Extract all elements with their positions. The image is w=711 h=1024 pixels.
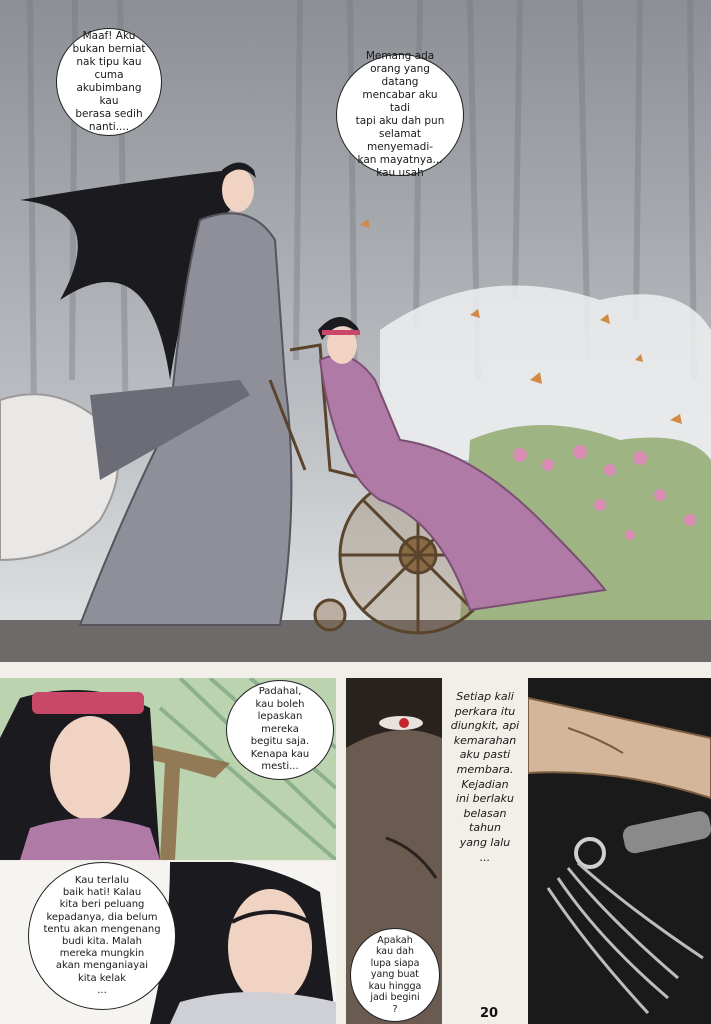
woman-face (50, 716, 130, 820)
whip-art (528, 678, 711, 1024)
speech-bubble-challenger: Memang orang yang datang mencabar aku tadi tapi aku dah pun selamat menyemadi- kan mayatnya... kau usah (336, 54, 464, 176)
panel-whip (528, 678, 711, 1024)
woman-headband (322, 330, 360, 335)
panel-man-closeup (0, 862, 336, 1024)
speech-bubble-apology: Maaf! Aku bukan berniat nak tipu kau cuma akubimbang kau berasa sedih nanti.... (56, 28, 162, 136)
man-face (228, 889, 312, 1005)
narration-caption: Setiap kali perkara itu diungkit, api kemarahan aku pasti membara. Kejadian ini berlaku belasan tahun yang lalu ... (450, 690, 520, 864)
panel-eye (346, 678, 442, 1024)
panel-woman-closeup (0, 678, 336, 860)
page-number: 20 (479, 1006, 499, 1021)
woman-headband-closeup (32, 692, 144, 714)
panel-gutter-divider (0, 662, 711, 678)
ground-path (0, 620, 711, 662)
wheel-small (315, 600, 345, 630)
speech-bubble-too-kind: Kau terlalu baik hati! Kalau kita beri peluang kepadanya, dia belum tentu akan mengenang budi kita. Malah mereka mungkin akan menganiayai kita kelak ... (28, 862, 176, 1010)
speech-bubble-forgotten: Apakah kau dah lupa siapa yang buat kau hingga jadi begini ? (350, 928, 440, 1022)
speech-bubble-release: Padahal, kau boleh lepaskan mereka begitu saja. Kenapa kau mesti... (226, 680, 334, 780)
